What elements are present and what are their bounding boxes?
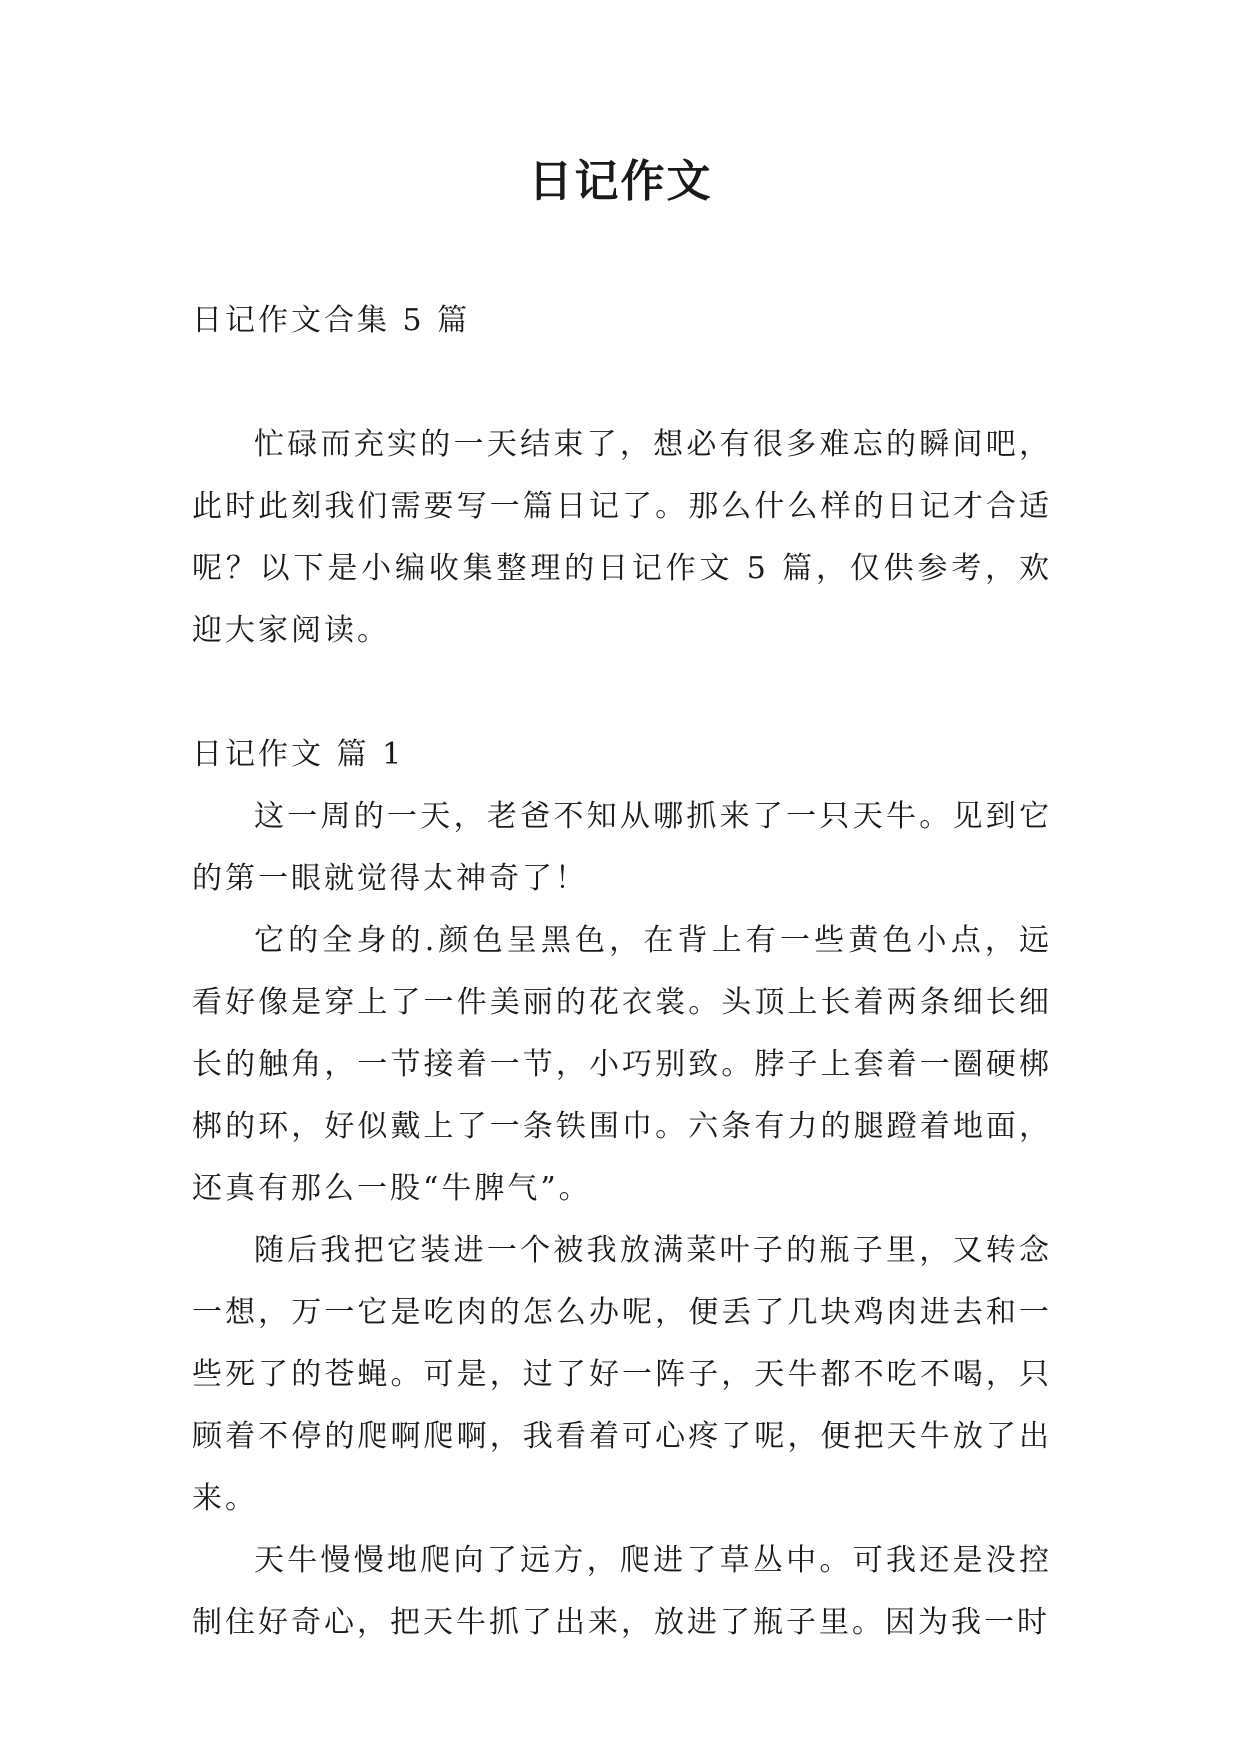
- intro-paragraph: 忙碌而充实的一天结束了，想必有很多难忘的瞬间吧，此时此刻我们需要写一篇日记了。那么什么样的日记才合适呢？以下是小编收集整理的日记作文 5 篇，仅供参考，欢迎大家阅读。: [192, 427, 1052, 648]
- document-body: [192, 290, 1052, 1654]
- body-paragraph: 天牛慢慢地爬向了远方，爬进了草丛中。可我还是没控制住好奇心，把天牛抓了出来，放进了瓶子里。因为我一时: [192, 1543, 1052, 1640]
- section-heading: 日记作文 篇 1: [192, 737, 405, 772]
- body-paragraph: 这一周的一天，老爸不知从哪抓来了一只天牛。见到它的第一眼就觉得太神奇了！: [192, 799, 1052, 896]
- document-subtitle: 日记作文合集 5 篇: [192, 303, 471, 338]
- body-paragraph: 它的全身的.颜色呈黑色，在背上有一些黄色小点，远看好像是穿上了一件美丽的花衣裳。头顶上长着两条细长细长的触角，一节接着一节，小巧别致。脖子上套着一圈硬梆梆的环，好似戴上了一条铁围巾。六条有力的腿蹬着地面，还真有那么一股“牛脾气”。: [192, 923, 1052, 1206]
- body-paragraph: 随后我把它装进一个被我放满菜叶子的瓶子里，又转念一想，万一它是吃肉的怎么办呢，便丢了几块鸡肉进去和一些死了的苍蝇。可是，过了好一阵子，天牛都不吃不喝，只顾着不停的爬啊爬啊，我看着可心疼了呢，便把天牛放了出来。: [192, 1233, 1052, 1516]
- document-title: 日记作文: [528, 156, 713, 207]
